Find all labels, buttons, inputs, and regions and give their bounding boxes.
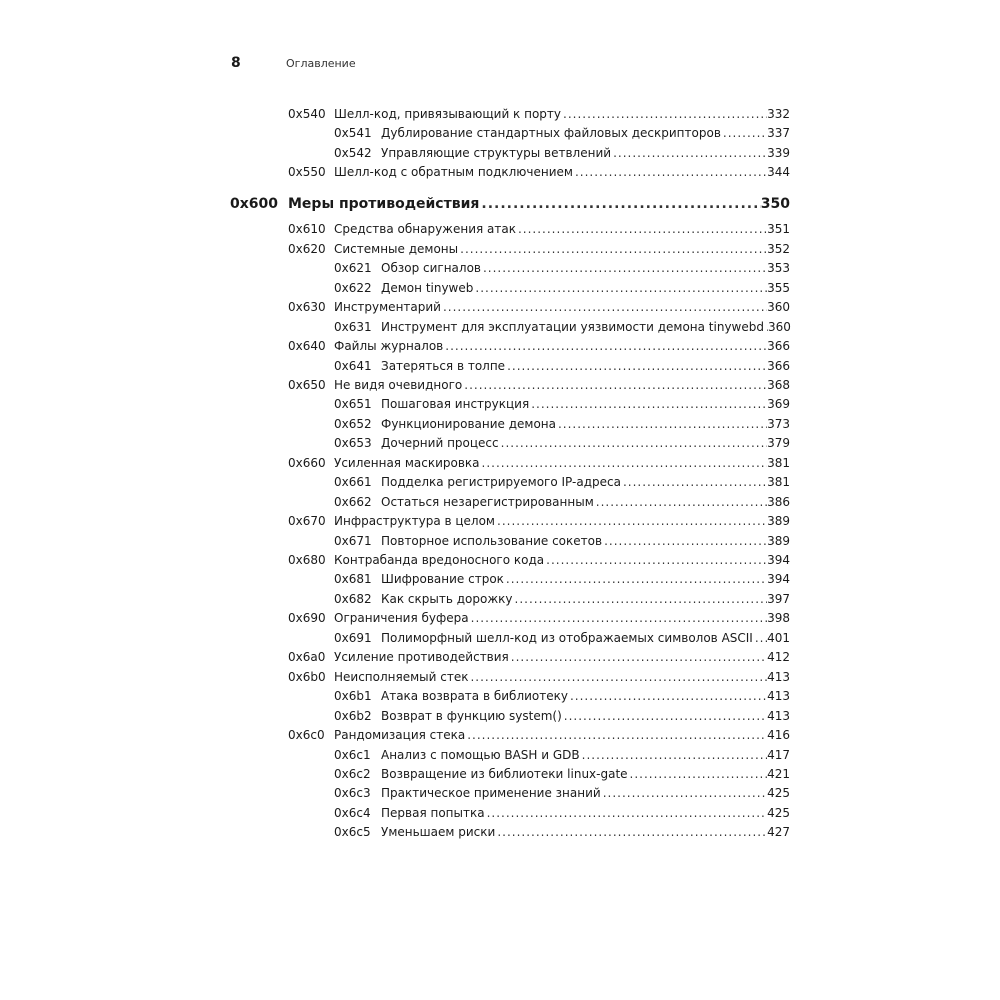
page-ref: 413	[767, 669, 790, 684]
section-code: 0x682	[334, 591, 372, 606]
section-code: 0x6a0	[288, 650, 326, 665]
section-title: Неисполняемый стек	[334, 669, 469, 684]
toc-chapter	[0, 196, 790, 214]
dot-leader	[495, 514, 767, 528]
section-title: Возвращение из библиотеки linux-gate	[381, 766, 628, 781]
toc-entry	[0, 592, 790, 610]
entry-body	[334, 222, 790, 236]
section-title: Практическое применение знаний	[381, 786, 601, 801]
section-code: 0x650	[288, 377, 326, 392]
toc-entry	[0, 786, 790, 804]
entry-body	[334, 300, 790, 314]
entry-body	[381, 281, 790, 295]
section-title: Функционирование демона	[381, 416, 556, 431]
section-title: Инструмент для эксплуатации уязвимости демона tinywebd	[381, 319, 764, 334]
section-code: 0x691	[334, 630, 372, 645]
section-code: 0x631	[334, 319, 372, 334]
page-ref: 352	[767, 241, 790, 256]
entry-body	[334, 728, 790, 742]
dot-leader	[529, 397, 767, 411]
entry-body	[334, 456, 790, 470]
section-title: Управляющие структуры ветвлений	[381, 145, 612, 160]
running-title: Оглавление	[286, 57, 356, 70]
dot-leader	[468, 670, 767, 684]
section-code: 0x660	[288, 455, 326, 470]
dot-leader	[469, 611, 767, 625]
entry-body	[381, 806, 790, 820]
dot-leader	[479, 196, 760, 212]
dot-leader	[621, 475, 767, 489]
dot-leader	[753, 631, 767, 645]
section-title: Средства обнаружения атак	[334, 222, 516, 237]
toc-entry	[0, 631, 790, 649]
toc-entry	[0, 767, 790, 785]
entry-body	[381, 767, 790, 781]
entry-body	[381, 436, 790, 450]
section-title: Инструментарий	[334, 300, 441, 315]
dot-leader	[458, 242, 767, 256]
toc-entry	[0, 281, 790, 299]
dot-leader	[443, 339, 767, 353]
entry-body	[381, 320, 790, 334]
section-code: 0x6c5	[334, 825, 371, 840]
section-title: Анализ с помощью BASH и GDB	[381, 747, 580, 762]
dot-leader	[505, 359, 767, 373]
dot-leader	[594, 495, 767, 509]
page-ref: 332	[767, 107, 790, 121]
page-ref: 373	[767, 416, 790, 431]
toc-entry	[0, 359, 790, 377]
section-code: 0x680	[288, 553, 326, 567]
page-ref: 412	[767, 650, 790, 665]
toc-entry	[0, 709, 790, 727]
page-ref: 425	[767, 786, 790, 801]
section-title: Пошаговая инструкция	[381, 397, 530, 412]
section-code: 0x690	[288, 611, 326, 626]
toc-entry	[0, 495, 790, 513]
toc-entry	[0, 417, 790, 435]
page-ref: 369	[767, 397, 790, 412]
page-ref: 366	[767, 358, 790, 373]
page-ref: 417	[767, 747, 790, 762]
section-code: 0x541	[334, 126, 372, 141]
dot-leader	[504, 572, 767, 586]
section-title: Шифрование строк	[381, 572, 504, 587]
dot-leader	[495, 825, 767, 839]
dot-leader	[602, 534, 767, 548]
section-title: Остаться незарегистрированным	[381, 494, 594, 509]
section-title: Рандомизация стека	[334, 728, 466, 743]
section-title: Дублирование стандартных файловых дескрипторов	[381, 126, 721, 141]
toc-entry	[0, 689, 790, 707]
section-code: 0x6b2	[334, 708, 372, 723]
page-ref: 401	[767, 630, 790, 645]
page-ref: 360	[767, 300, 790, 315]
section-code: 0x661	[334, 475, 372, 490]
section-code: 0x610	[288, 222, 326, 237]
toc-entry	[0, 242, 790, 260]
dot-leader	[544, 553, 767, 567]
entry-body	[381, 534, 790, 548]
section-title: Усиление противодействия	[334, 650, 509, 665]
page-ref: 421	[767, 766, 790, 781]
toc-entry	[0, 320, 790, 338]
dot-leader	[573, 165, 767, 179]
page-ref: 397	[767, 591, 790, 606]
toc-entry	[0, 456, 790, 474]
entry-body	[334, 650, 790, 664]
section-title: Повторное использование сокетов	[381, 533, 603, 548]
section-code: 0x671	[334, 533, 372, 548]
entry-body	[381, 146, 790, 160]
dot-leader	[499, 436, 767, 450]
entry-body	[381, 359, 790, 373]
entry-body	[381, 709, 790, 723]
dot-leader	[611, 146, 767, 160]
dot-leader	[465, 728, 767, 742]
entry-body	[381, 397, 790, 411]
section-title: Уменьшаем риски	[381, 825, 496, 840]
section-code: 0x6b1	[334, 689, 372, 704]
entry-body	[334, 553, 790, 567]
entry-body	[381, 592, 790, 606]
section-title: Первая попытка	[381, 805, 485, 820]
entry-body	[381, 748, 790, 762]
entry-body	[381, 631, 790, 645]
page-ref: 398	[767, 611, 790, 626]
dot-leader	[481, 261, 767, 275]
section-title: Подделка регистрируемого IP-адреса	[381, 475, 621, 490]
page-ref: 366	[767, 339, 790, 354]
section-code: 0x550	[288, 165, 326, 180]
section-title: Полиморфный шелл-код из отображаемых символов ASCII	[381, 630, 753, 645]
toc-entry	[0, 261, 790, 279]
toc-entry	[0, 534, 790, 552]
dot-leader	[601, 786, 767, 800]
dot-leader	[721, 126, 767, 140]
toc-entry	[0, 378, 790, 396]
page-number: 8	[231, 55, 241, 71]
entry-body	[381, 261, 790, 275]
toc-entry	[0, 553, 790, 571]
entry-body	[334, 165, 790, 179]
toc-entry	[0, 397, 790, 415]
page-ref: 416	[767, 728, 790, 743]
entry-body	[334, 339, 790, 353]
entry-body	[381, 572, 790, 586]
page-ref: 379	[767, 436, 790, 451]
page-ref: 339	[767, 145, 790, 160]
section-title: Меры противодействия	[288, 196, 480, 213]
section-code: 0x6c3	[334, 786, 371, 801]
section-code: 0x540	[288, 107, 326, 121]
toc-entry	[0, 339, 790, 357]
page-ref: 350	[760, 196, 790, 213]
section-title: Шелл-код с обратным подключением	[334, 165, 573, 180]
dot-leader	[562, 709, 767, 723]
dot-leader	[556, 417, 767, 431]
section-code: 0x653	[334, 436, 372, 451]
section-title: Обзор сигналов	[381, 261, 481, 276]
page-ref: 381	[767, 455, 790, 470]
page-ref: 381	[767, 475, 790, 490]
page-ref: 427	[767, 825, 790, 840]
section-code: 0x622	[334, 280, 372, 295]
section-title: Демон tinyweb	[381, 280, 474, 295]
page-ref: 355	[767, 280, 790, 295]
section-code: 0x640	[288, 339, 326, 354]
dot-leader	[561, 107, 767, 121]
toc-entry	[0, 475, 790, 493]
page-ref: 425	[767, 805, 790, 820]
section-title: Дочерний процесс	[381, 436, 499, 451]
toc-entry	[0, 611, 790, 629]
section-title: Контрабанда вредоносного кода	[334, 553, 545, 567]
dot-leader	[485, 806, 768, 820]
toc-entry	[0, 670, 790, 688]
section-title: Системные демоны	[334, 241, 459, 256]
dot-leader	[516, 222, 767, 236]
toc-entry	[0, 165, 790, 183]
entry-body	[381, 825, 790, 839]
entry-body	[334, 242, 790, 256]
section-title: Не видя очевидного	[334, 377, 463, 392]
page-ref: 353	[767, 261, 790, 276]
section-title: Усиленная маскировка	[334, 455, 480, 470]
section-code: 0x542	[334, 145, 372, 160]
page-ref: 394	[767, 572, 790, 587]
section-code: 0x620	[288, 241, 326, 256]
dot-leader	[509, 650, 767, 664]
entry-body	[381, 126, 790, 140]
entry-body	[334, 514, 790, 528]
dot-leader	[480, 456, 768, 470]
page-ref: 386	[767, 494, 790, 509]
page-ref: 344	[767, 165, 790, 180]
dot-leader	[628, 767, 768, 781]
page-ref: 413	[767, 689, 790, 704]
dot-leader	[441, 300, 767, 314]
section-code: 0x6c4	[334, 805, 371, 820]
page-ref: 389	[767, 514, 790, 529]
page-ref: 337	[767, 126, 790, 141]
section-title: Файлы журналов	[334, 339, 444, 354]
toc-entry	[0, 806, 790, 824]
page-ref: 351	[767, 222, 790, 237]
page-ref: 413	[767, 708, 790, 723]
page-ref: 360	[767, 319, 791, 334]
section-code: 0x662	[334, 494, 372, 509]
entry-body	[381, 475, 790, 489]
dot-leader	[568, 689, 767, 703]
section-code: 0x621	[334, 261, 372, 276]
toc-entry	[0, 572, 790, 590]
entry-body	[381, 689, 790, 703]
section-code: 0x6b0	[288, 669, 326, 684]
entry-body	[381, 495, 790, 509]
section-code: 0x6c0	[288, 728, 325, 743]
section-code: 0x641	[334, 358, 372, 373]
section-title: Инфраструктура в целом	[334, 514, 495, 529]
section-code: 0x651	[334, 397, 372, 412]
toc-entry	[0, 650, 790, 668]
toc-entry	[0, 126, 790, 144]
page-ref: 368	[767, 377, 790, 392]
toc-entry	[0, 728, 790, 746]
section-title: Ограничения буфера	[334, 611, 469, 626]
section-code: 0x681	[334, 572, 372, 587]
toc-entry	[0, 825, 790, 843]
toc-entry	[0, 748, 790, 766]
section-title: Возврат в функцию system()	[381, 708, 562, 723]
toc-entry	[0, 107, 790, 125]
dot-leader	[513, 592, 768, 606]
dot-leader	[580, 748, 767, 762]
section-title: Затеряться в толпе	[381, 358, 506, 373]
entry-body	[334, 378, 790, 392]
toc-entry	[0, 514, 790, 532]
section-code: 0x600	[230, 196, 278, 213]
section-code: 0x670	[288, 514, 326, 529]
entry-body	[334, 670, 790, 684]
toc-entry	[0, 146, 790, 164]
section-title: Как скрыть дорожку	[381, 591, 513, 606]
page-ref: 394	[767, 553, 790, 567]
entry-body	[334, 107, 790, 121]
dot-leader	[473, 281, 767, 295]
section-code: 0x6c1	[334, 747, 371, 762]
entry-body	[334, 611, 790, 625]
section-code: 0x630	[288, 300, 326, 315]
section-code: 0x652	[334, 416, 372, 431]
entry-body	[381, 786, 790, 800]
entry-body	[288, 196, 790, 212]
section-code: 0x6c2	[334, 766, 371, 781]
entry-body	[381, 417, 790, 431]
section-title: Атака возврата в библиотеку	[381, 689, 568, 704]
page-ref: 389	[767, 533, 790, 548]
section-title: Шелл-код, привязывающий к порту	[334, 107, 562, 121]
toc-entry	[0, 300, 790, 318]
dot-leader	[462, 378, 767, 392]
toc-entry	[0, 222, 790, 240]
toc-entry	[0, 436, 790, 454]
